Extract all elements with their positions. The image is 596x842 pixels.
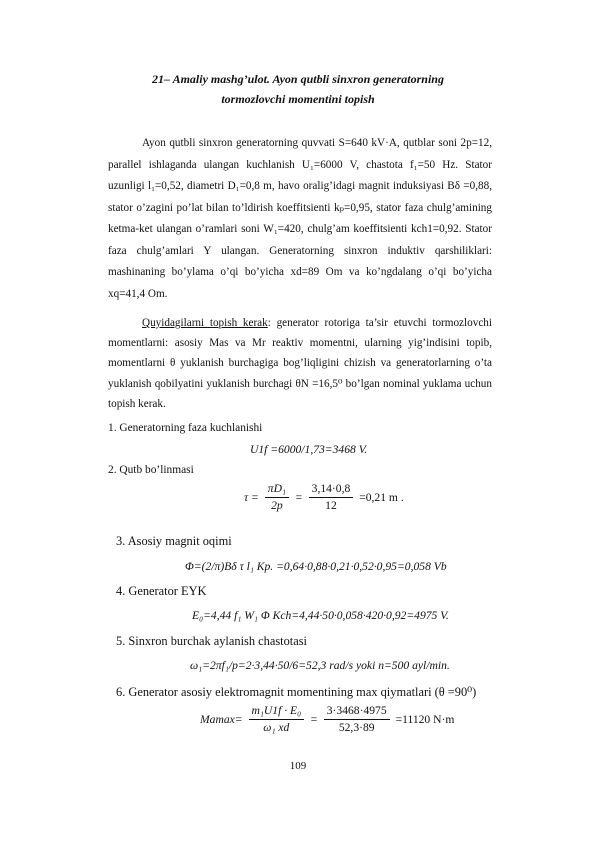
task-text: : generator rotoriga ta’sir etuvchi tormozlovchi momentlarni: asosiy Mas va Mr reaktiv momentni, ularning yig’indisini topib, momentlarni θ yuklanish burchagiga bog’liqligini chizish va generatorlarning o’ta yuklanish qobilyatini yuklanish burchagi θN =16,5⁰ bo’lgan nominal yuklama uchun topish kerak. — [108, 317, 492, 410]
fraction — [265, 482, 289, 513]
numerator: 3·3468·4975 — [324, 704, 390, 720]
denominator: 52,3·89 — [338, 721, 375, 734]
step-5-formula: ω₁=2πf₁/p=2·3,44·50/6=52,3 rad/s yoki n=500 ayl/min. — [190, 659, 450, 672]
fraction — [249, 704, 305, 735]
step-6-heading: 6. Generator asosiy elektromagnit momentining max qiymatlari (θ =90⁰) — [116, 685, 477, 699]
step-1-heading: 1. Generatorning faza kuchlanishi — [108, 422, 263, 434]
step-4-heading: 4. Generator EYK — [116, 584, 207, 598]
denominator: 2p — [271, 499, 283, 512]
task-lead: Quyidagilarni topish kerak — [142, 317, 268, 329]
step-3-heading: 3. Asosiy magnit oqimi — [116, 534, 232, 548]
formula-result: =0,21 m . — [359, 491, 404, 504]
intro-paragraph: Ayon qutbli sinxron generatorning quvvati S=640 kV·A, qutblar soni 2p=12, parallel ishlaganda ulangan kuchlanish U₁=6000 V, chastota f₁=50 Hz. Stator uzunligi l₁=0,52, diametri D₁=0,8 m, havo oralig’idagi magnit induksiyasi Bδ =0,88, stator o’zagini po’lat bilan to’ldirish koeffitsienti kₚ=0,95, stator faza chulg’amining ketma-ket ulangan o’ramlari soni W₁=420, chulg’am koeffitsienti kch1=0,92. Stator faza chulg’amlari Y ulangan. Generatorning sinxron induktiv qarshiliklari: mashinaning bo’ylama o’qi bo’yicha xd=89 Om va ko’ngdalang o’qi bo’yicha xq=41,4 Om. — [108, 137, 492, 300]
step-5-heading: 5. Sinxron burchak aylanish chastotasi — [116, 634, 307, 648]
denominator: 12 — [325, 499, 337, 512]
numerator: m₁U1f · E₀ — [249, 704, 305, 720]
fraction — [324, 704, 390, 735]
formula-lhs: Mamax= — [200, 713, 243, 726]
title-line-1: 21– Amaliy mashg’ulot. Ayon qutbli sinxron generatorning — [152, 72, 444, 86]
numerator: 3,14·0,8 — [309, 482, 354, 498]
task-paragraph — [108, 313, 492, 414]
step-2-formula: τ = $\frac{\text{πD₁}}{2p}$ = $\frac{3,14\cdot 0,8}{12}$ =0,21 m . — [244, 482, 404, 512]
step-6-formula: Mamax= $\frac{\text{m₁U1f · E₀}}{\text{ω₁ xd}}$ = $\frac{3\cdot 3468\cdot 4975}{52,3\cdot 89}$ =11120 N·m — [200, 704, 455, 734]
step-2-heading: 2. Qutb bo’linmasi — [108, 464, 194, 476]
page-number: 109 — [289, 760, 307, 772]
title-line-2: tormozlovchi momentini topish — [221, 92, 375, 106]
fraction — [309, 482, 354, 513]
numerator: πD₁ — [265, 482, 289, 498]
step-3-formula: Φ=(2/π)Bδ τ l₁ Kp. =0,64·0,88·0,21·0,52·0,95=0,058 Vb — [185, 560, 447, 573]
formula-result: =11120 N·m — [395, 713, 455, 726]
step-1-formula: U1f =6000/1,73=3468 V. — [250, 443, 368, 456]
denominator: ω₁ xd — [263, 721, 290, 734]
step-4-formula: E₀=4,44 f₁ W₁ Φ Kch=4,44·50·0,058·420·0,92=4975 V. — [192, 609, 449, 622]
